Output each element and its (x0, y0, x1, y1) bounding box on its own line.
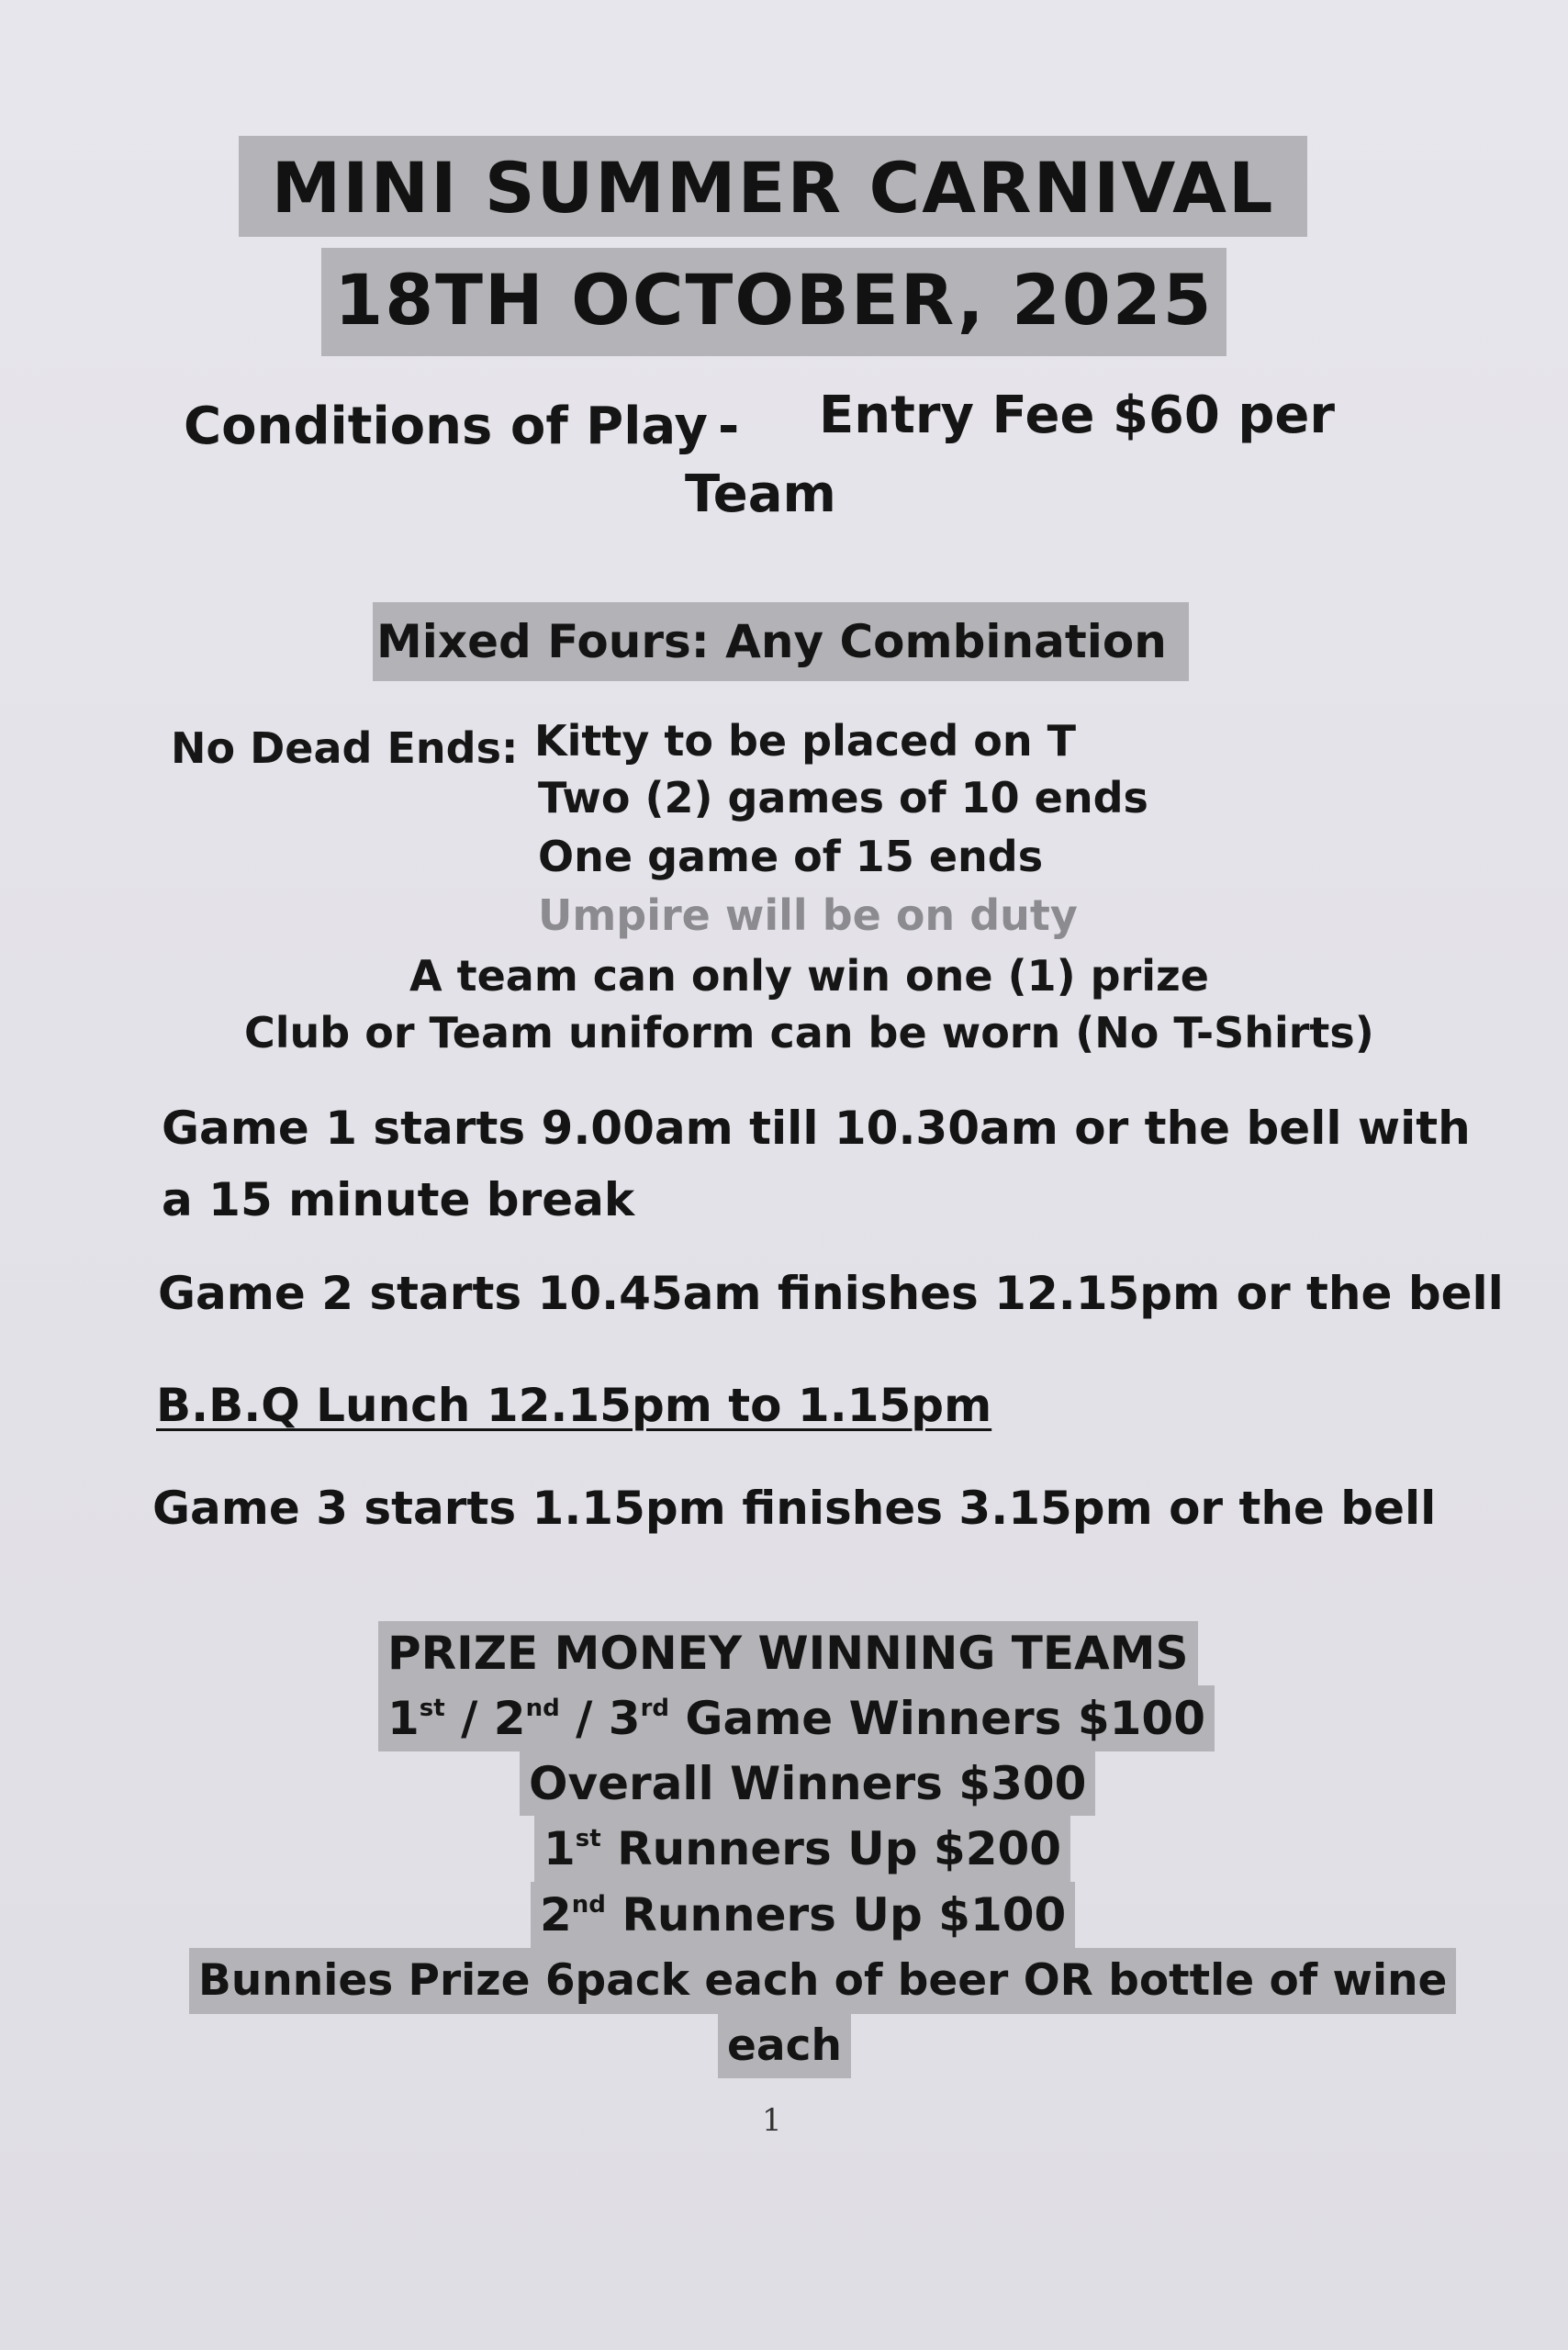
entry-fee-wrap: Team (685, 464, 836, 524)
title-line2: 18TH OCTOBER, 2025 (334, 259, 1214, 341)
ordinal: 2 (493, 1692, 526, 1745)
ordinal-suffix: st (419, 1695, 445, 1722)
prize-text: Game Winners $100 (669, 1692, 1205, 1745)
conditions-dash: - (718, 397, 740, 456)
rule-item: Kitty to be placed on T (534, 716, 1077, 766)
ordinal: 1 (387, 1692, 420, 1745)
prize-text: Runners Up $200 (600, 1822, 1062, 1875)
rule-item-faded: Umpire will be on duty (538, 890, 1078, 940)
game1-schedule: Game 1 starts 9.00am till 10.30am or the bell with (162, 1102, 1471, 1155)
separator: / (444, 1692, 494, 1745)
page-number: 1 (762, 2102, 782, 2139)
prize-rule: A team can only win one (1) prize (409, 951, 1209, 1001)
uniform-rule: Club or Team uniform can be worn (No T-Shirts) (244, 1008, 1374, 1058)
game3-schedule: Game 3 starts 1.15pm finishes 3.15pm or the bell (152, 1482, 1437, 1535)
bunnies-prize-wrap: each (718, 2014, 851, 2078)
lunch-schedule: B.B.Q Lunch 12.15pm to 1.15pm (156, 1379, 992, 1432)
runners-up-2-prize (531, 1882, 1075, 1948)
ordinal: 1 (543, 1822, 576, 1875)
entry-fee: Entry Fee $60 per (819, 386, 1336, 445)
rules-label: No Dead Ends: (171, 723, 519, 773)
ordinal: 2 (540, 1888, 572, 1942)
prize-heading: PRIZE MONEY WINNING TEAMS (378, 1621, 1198, 1685)
separator: / (559, 1692, 609, 1745)
runners-up-1-prize (534, 1816, 1070, 1882)
ordinal-suffix: st (575, 1825, 601, 1852)
game1-schedule-wrap: a 15 minute break (162, 1173, 635, 1226)
rule-item: Two (2) games of 10 ends (538, 773, 1148, 822)
ordinal: 3 (608, 1692, 641, 1745)
game2-schedule: Game 2 starts 10.45am finishes 12.15pm or the bell (158, 1267, 1504, 1320)
format-heading: Mixed Fours: Any Combination (373, 602, 1189, 681)
prize-text: Runners Up $100 (605, 1888, 1067, 1942)
title-line1: MINI SUMMER CARNIVAL (271, 147, 1275, 229)
conditions-of-play: Conditions of Play (184, 397, 708, 456)
overall-winners-prize: Overall Winners $300 (520, 1751, 1095, 1816)
bunnies-prize: Bunnies Prize 6pack each of beer OR bottle of wine (189, 1948, 1456, 2014)
game-winners-prize (378, 1685, 1215, 1751)
rule-item: One game of 15 ends (538, 832, 1044, 881)
ordinal-suffix: nd (525, 1695, 560, 1722)
ordinal-suffix: nd (571, 1891, 606, 1919)
ordinal-suffix: rd (640, 1695, 670, 1722)
